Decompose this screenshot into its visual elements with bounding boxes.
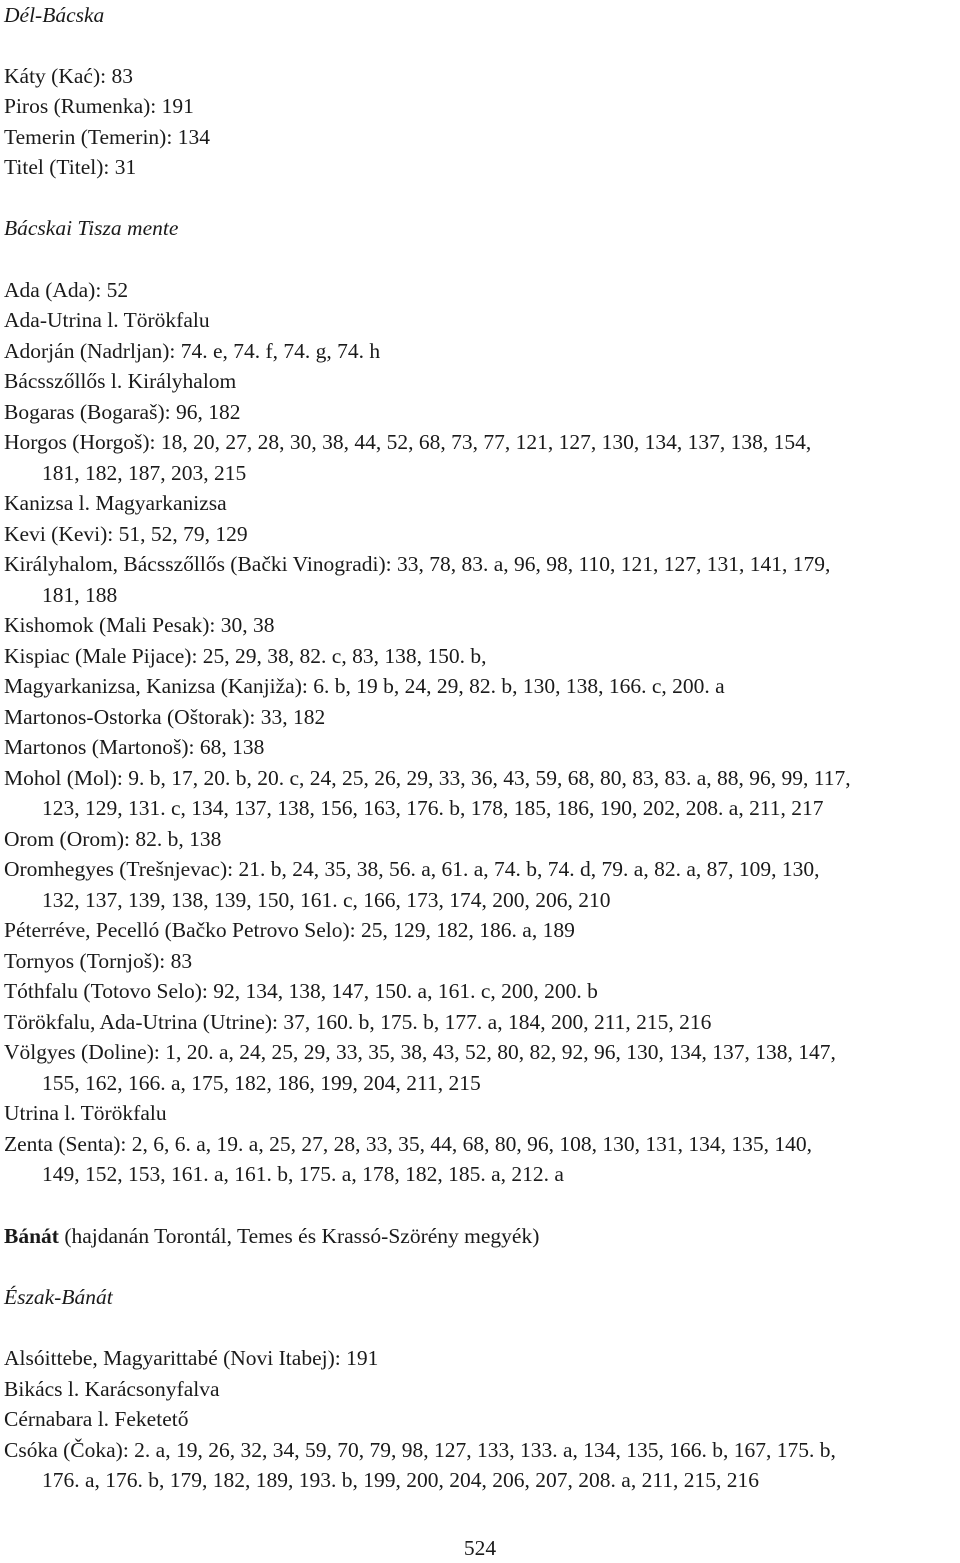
banat-title: Bánát [4,1224,59,1248]
section-heading-eszak-banat: Észak-Bánát [4,1285,113,1309]
banat-subtitle: (hajdanán Torontál, Temes és Krassó-Szörény megyék) [58,1224,540,1248]
page-number: 524 [463,1536,497,1560]
index-entry-ada-utrina: Ada-Utrina l. Törökfalu [4,308,210,332]
index-entry-ada: Ada (Ada): 52 [4,278,129,302]
index-entry-bogaras: Bogaras (Bogaraš): 96, 182 [4,400,241,424]
index-entry-tothfalu: Tóthfalu (Totovo Selo): 92, 134, 138, 147, 150. a, 161. c, 200, 200. b [4,979,598,1003]
index-entry-martonos-ostorka: Martonos-Ostorka (Oštorak): 33, 182 [4,705,326,729]
index-entry-zenta: Zenta (Senta): 2, 6, 6. a, 19. a, 25, 27, 28, 33, 35, 44, 68, 80, 96, 108, 130, 131, 134, 135, 140, [4,1132,812,1156]
index-entry-peterreve: Péterréve, Pecelló (Bačko Petrovo Selo): 25, 129, 182, 186. a, 189 [4,918,575,942]
index-entry-katy: Káty (Kać): 83 [4,64,133,88]
index-entry-titel: Titel (Titel): 31 [4,155,137,179]
index-entry-martonos: Martonos (Martonoš): 68, 138 [4,735,265,759]
index-entry-adorjan: Adorján (Nadrljan): 74. e, 74. f, 74. g, 74. h [4,339,381,363]
index-entry-kiralyhalom-continued: 181, 188 [42,583,118,607]
index-entry-oromhegyes: Oromhegyes (Trešnjevac): 21. b, 24, 35, 38, 56. a, 61. a, 74. b, 74. d, 79. a, 82. a, 87, 109, 130, [4,857,820,881]
index-entry-mohol-continued: 123, 129, 131. c, 134, 137, 138, 156, 163, 176. b, 178, 185, 186, 190, 202, 208. a, 211, 217 [42,796,824,820]
index-entry-kispiac: Kispiac (Male Pijace): 25, 29, 38, 82. c, 83, 138, 150. b, [4,644,487,668]
section-heading-banat [4,1221,539,1251]
index-entry-torokfalu: Törökfalu, Ada-Utrina (Utrine): 37, 160. b, 175. b, 177. a, 184, 200, 211, 215, 216 [4,1010,712,1034]
index-entry-mohol: Mohol (Mol): 9. b, 17, 20. b, 20. c, 24, 25, 26, 29, 33, 36, 43, 59, 68, 80, 83, 83. a, 88, 96, 99, 117, [4,766,851,790]
index-entry-kiralyhalom: Királyhalom, Bácsszőllős (Bački Vinogradi): 33, 78, 83. a, 96, 98, 110, 121, 127, 131, 141, 179, [4,552,831,576]
index-entry-volgyes-continued: 155, 162, 166. a, 175, 182, 186, 199, 204, 211, 215 [42,1071,481,1095]
index-entry-csoka-continued: 176. a, 176. b, 179, 182, 189, 193. b, 199, 200, 204, 206, 207, 208. a, 211, 215, 216 [42,1468,760,1492]
index-entry-kevi: Kevi (Kevi): 51, 52, 79, 129 [4,522,248,546]
index-entry-temerin: Temerin (Temerin): 134 [4,125,210,149]
index-entry-zenta-continued: 149, 152, 153, 161. a, 161. b, 175. a, 178, 182, 185. a, 212. a [42,1162,564,1186]
index-entry-horgos: Horgos (Horgoš): 18, 20, 27, 28, 30, 38, 44, 52, 68, 73, 77, 121, 127, 130, 134, 137, 138, 154, [4,430,812,454]
index-entry-kanizsa: Kanizsa l. Magyarkanizsa [4,491,227,515]
index-entry-magyarkanizsa: Magyarkanizsa, Kanizsa (Kanjiža): 6. b, 19 b, 24, 29, 82. b, 130, 138, 166. c, 200. a [4,674,725,698]
section-heading-del-bacska: Dél-Bácska [4,3,105,27]
index-entry-alsoittebe: Alsóittebe, Magyarittabé (Novi Itabej): 191 [4,1346,379,1370]
index-entry-bacsszollos: Bácsszőllős l. Királyhalom [4,369,237,393]
section-heading-bacskai-tisza: Bácskai Tisza mente [4,216,179,240]
index-entry-piros: Piros (Rumenka): 191 [4,94,194,118]
index-entry-cernabara: Cérnabara l. Feketető [4,1407,189,1431]
index-entry-utrina: Utrina l. Törökfalu [4,1101,167,1125]
index-entry-horgos-continued: 181, 182, 187, 203, 215 [42,461,247,485]
index-entry-csoka: Csóka (Čoka): 2. a, 19, 26, 32, 34, 59, 70, 79, 98, 127, 133, 133. a, 134, 135, 166. b, 167, 175. b, [4,1438,836,1462]
index-entry-volgyes: Völgyes (Doline): 1, 20. a, 24, 25, 29, 33, 35, 38, 43, 52, 80, 82, 92, 96, 130, 134, 137, 138, 147, [4,1040,836,1064]
index-entry-kishomok: Kishomok (Mali Pesak): 30, 38 [4,613,275,637]
index-entry-orom: Orom (Orom): 82. b, 138 [4,827,222,851]
index-entry-tornyos: Tornyos (Tornjoš): 83 [4,949,193,973]
index-entry-bikacs: Bikács l. Karácsonyfalva [4,1377,220,1401]
index-entry-oromhegyes-continued: 132, 137, 139, 138, 139, 150, 161. c, 166, 173, 174, 200, 206, 210 [42,888,611,912]
